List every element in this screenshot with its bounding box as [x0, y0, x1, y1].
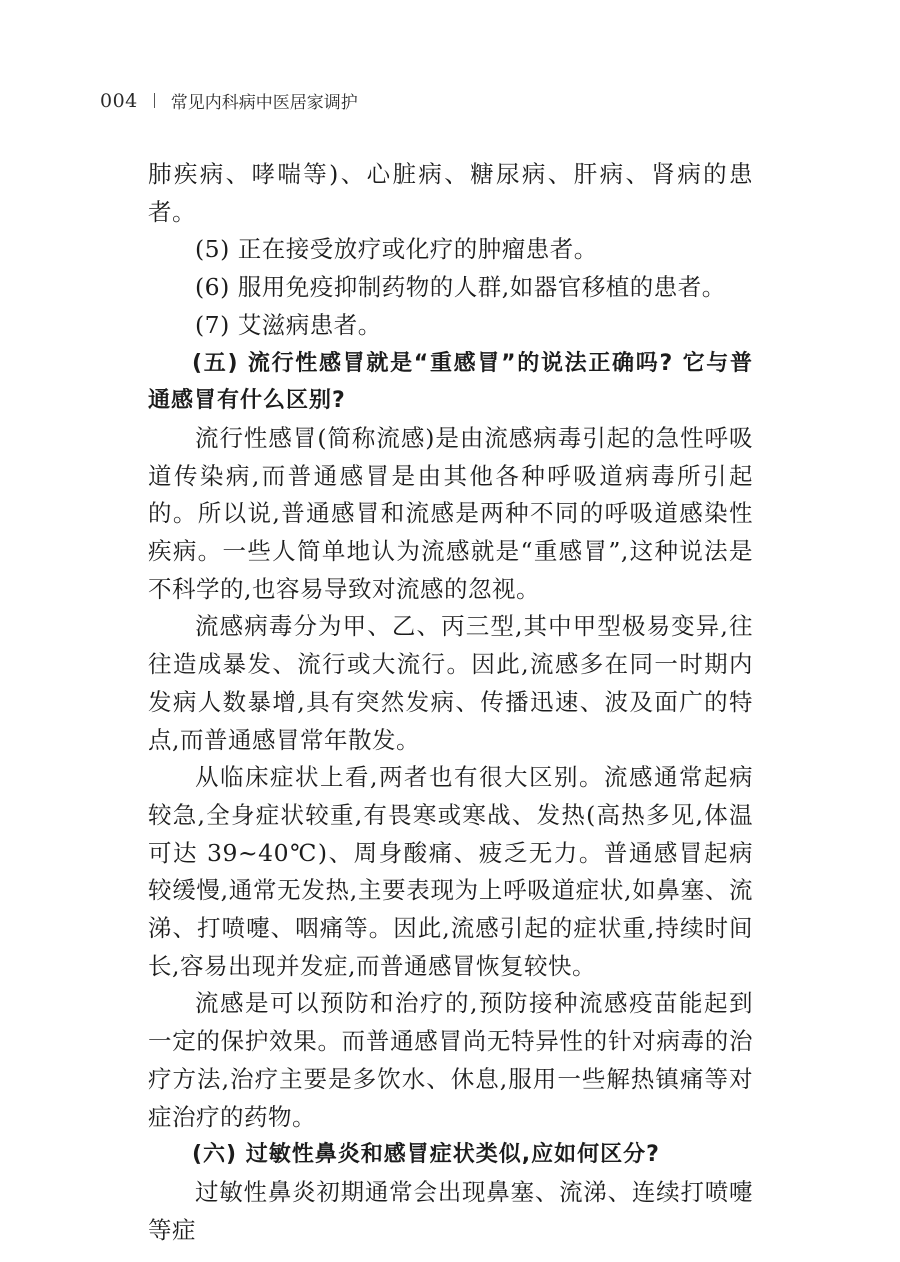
page-number: 004 — [100, 89, 138, 112]
paragraph: 过敏性鼻炎初期通常会出现鼻塞、流涕、连续打喷嚏等症 — [148, 1177, 753, 1244]
paragraph: 流行性感冒(简称流感)是由流感病毒引起的急性呼吸道传染病,而普通感冒是由其他各种呼吸道病毒所引起的。所以说,普通感冒和流感是两种不同的呼吸道感染性疾病。一些人简单地认为流感就是“重感冒”,这种说法是不科学的,也容易导致对流感的忽视。 — [148, 423, 753, 603]
section-heading-6: (六) 过敏性鼻炎和感冒症状类似,应如何区分? — [192, 1142, 660, 1168]
header-divider — [154, 93, 155, 108]
paragraph-continued: 肺疾病、哮喘等)、心脏病、糖尿病、肝病、肾病的患者。 — [148, 160, 753, 226]
list-item-5: (5) 正在接受放疗或化疗的肿瘤患者。 — [195, 235, 598, 264]
list-item-7: (7) 艾滋病患者。 — [195, 310, 382, 339]
list-item-6: (6) 服用免疫抑制药物的人群,如器官移植的患者。 — [195, 273, 726, 302]
book-title: 常见内科病中医居家调护 — [170, 93, 358, 113]
paragraph: 从临床症状上看,两者也有很大区别。流感通常起病较急,全身症状较重,有畏寒或寒战、发热(高热多见,体温可达 39~40℃)、周身酸痛、疲乏无力。普通感冒起病较缓慢,通常无发热,主要表现为上呼吸道症状,如鼻塞、流涕、打喷嚏、咽痛等。因此,流感引起的症状重,持续时间长,容易出现并发症,而普通感冒恢复较快。 — [148, 763, 753, 980]
paragraph: 流感是可以预防和治疗的,预防接种流感疫苗能起到一定的保护效果。而普通感冒尚无特异性的针对病毒的治疗方法,治疗主要是多饮水、休息,服用一些解热镇痛等对症治疗的药物。 — [148, 989, 753, 1131]
running-header — [100, 88, 358, 113]
paragraph: 流感病毒分为甲、乙、丙三型,其中甲型极易变异,往往造成暴发、流行或大流行。因此,流感多在同一时期内发病人数暴增,具有突然发病、传播迅速、波及面广的特点,而普通感冒常年散发。 — [148, 612, 753, 754]
section-heading-5: (五) 流行性感冒就是“重感冒”的说法正确吗? 它与普通感冒有什么区别? — [148, 350, 753, 414]
page-body — [148, 156, 753, 1249]
